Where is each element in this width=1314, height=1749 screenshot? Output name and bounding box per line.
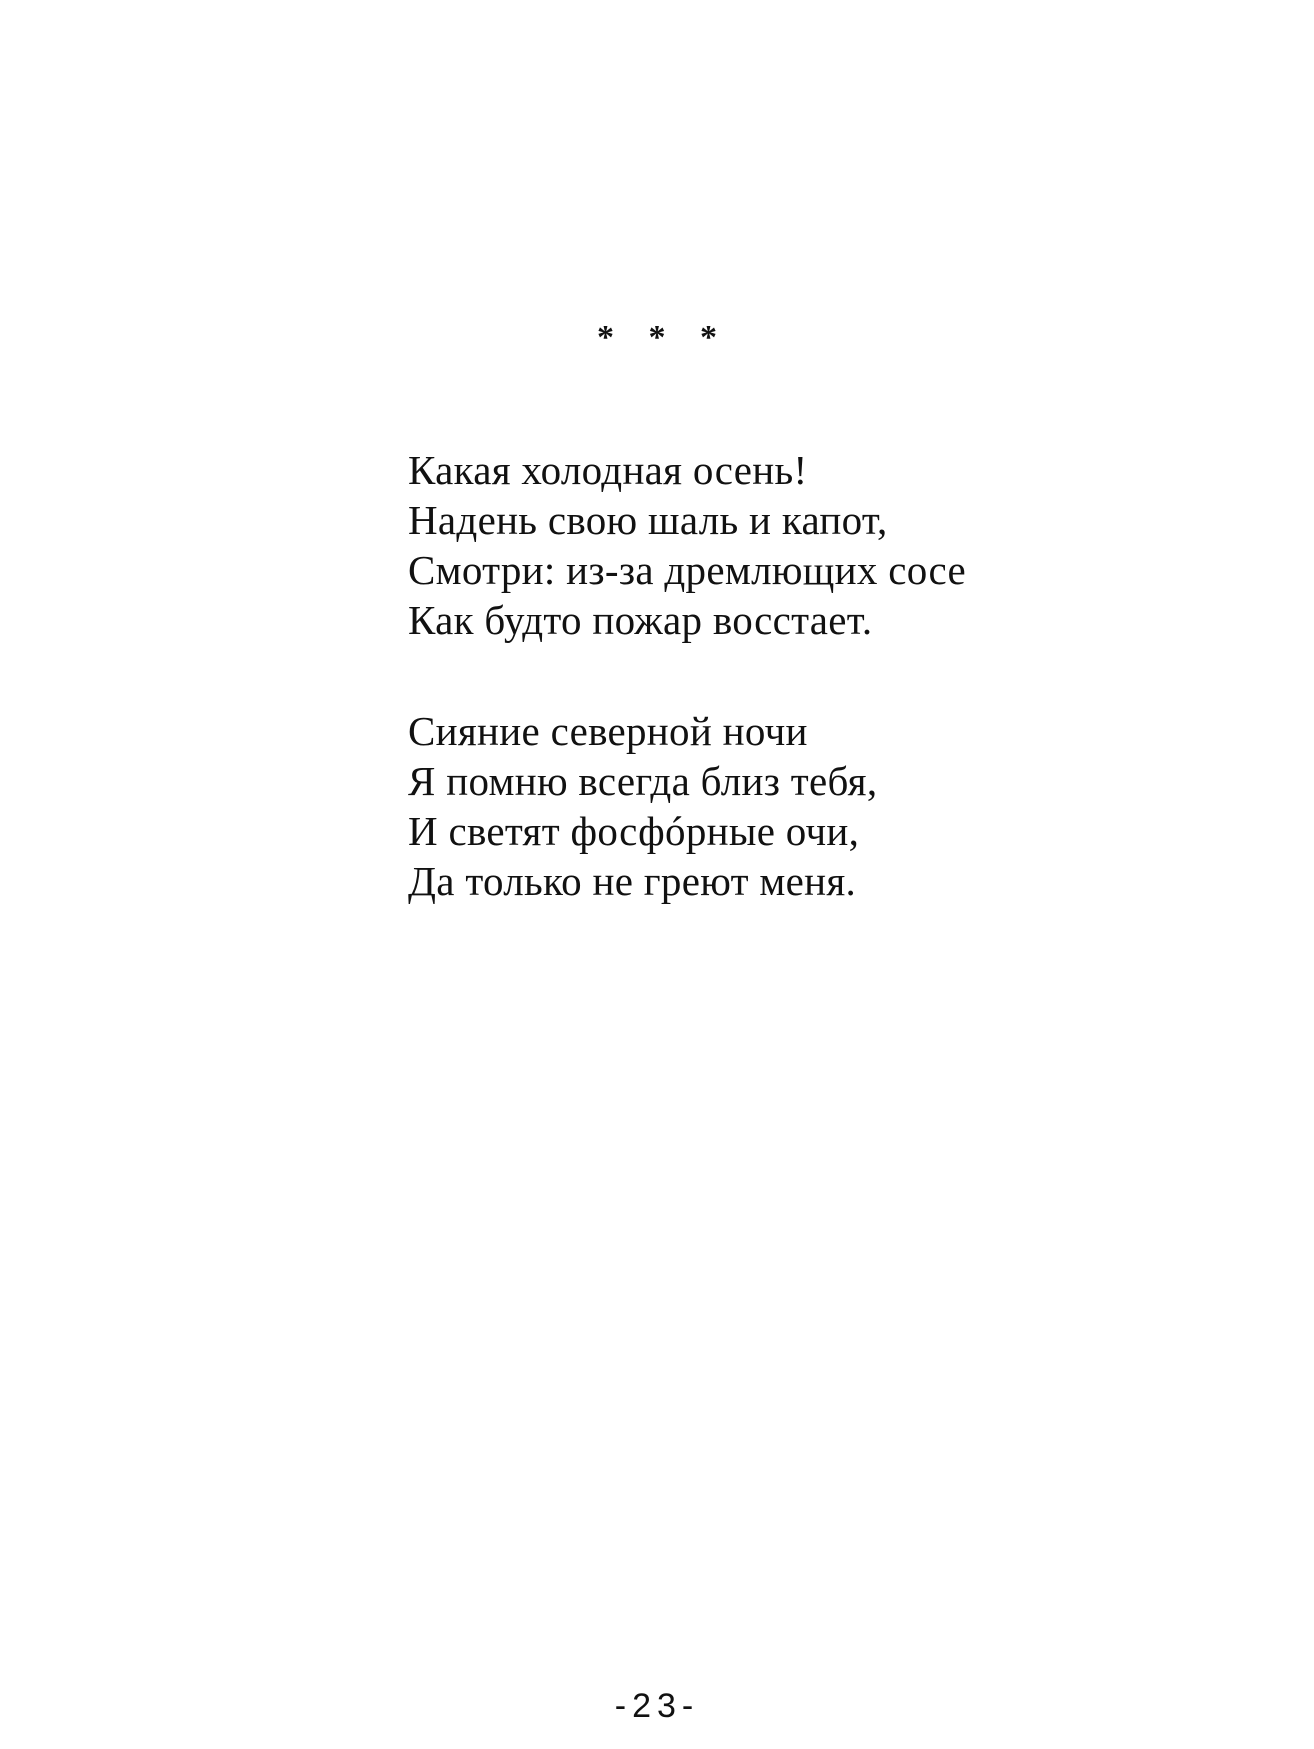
poem-line: Как будто пожар восстает. [408,597,873,643]
poem-line: Какая холодная осень! [408,447,808,493]
section-separator: * * * [597,319,717,356]
poem-line: Надень свою шаль и капот, [408,497,888,543]
page-number: -23- [614,1687,700,1725]
poem-line: Смотри: из-за дремлющих сосе [408,547,967,593]
poem-line: Сияние северной ночи [408,708,808,754]
poem-line: Я помню всегда близ тебя, [408,758,878,804]
stanza-1 [408,445,1128,645]
poem-line: Да только не греют меня. [408,858,857,904]
stanza-2 [408,706,1128,906]
poem [408,445,1128,906]
poem-line: И светят фосфóрные очи, [408,808,860,854]
